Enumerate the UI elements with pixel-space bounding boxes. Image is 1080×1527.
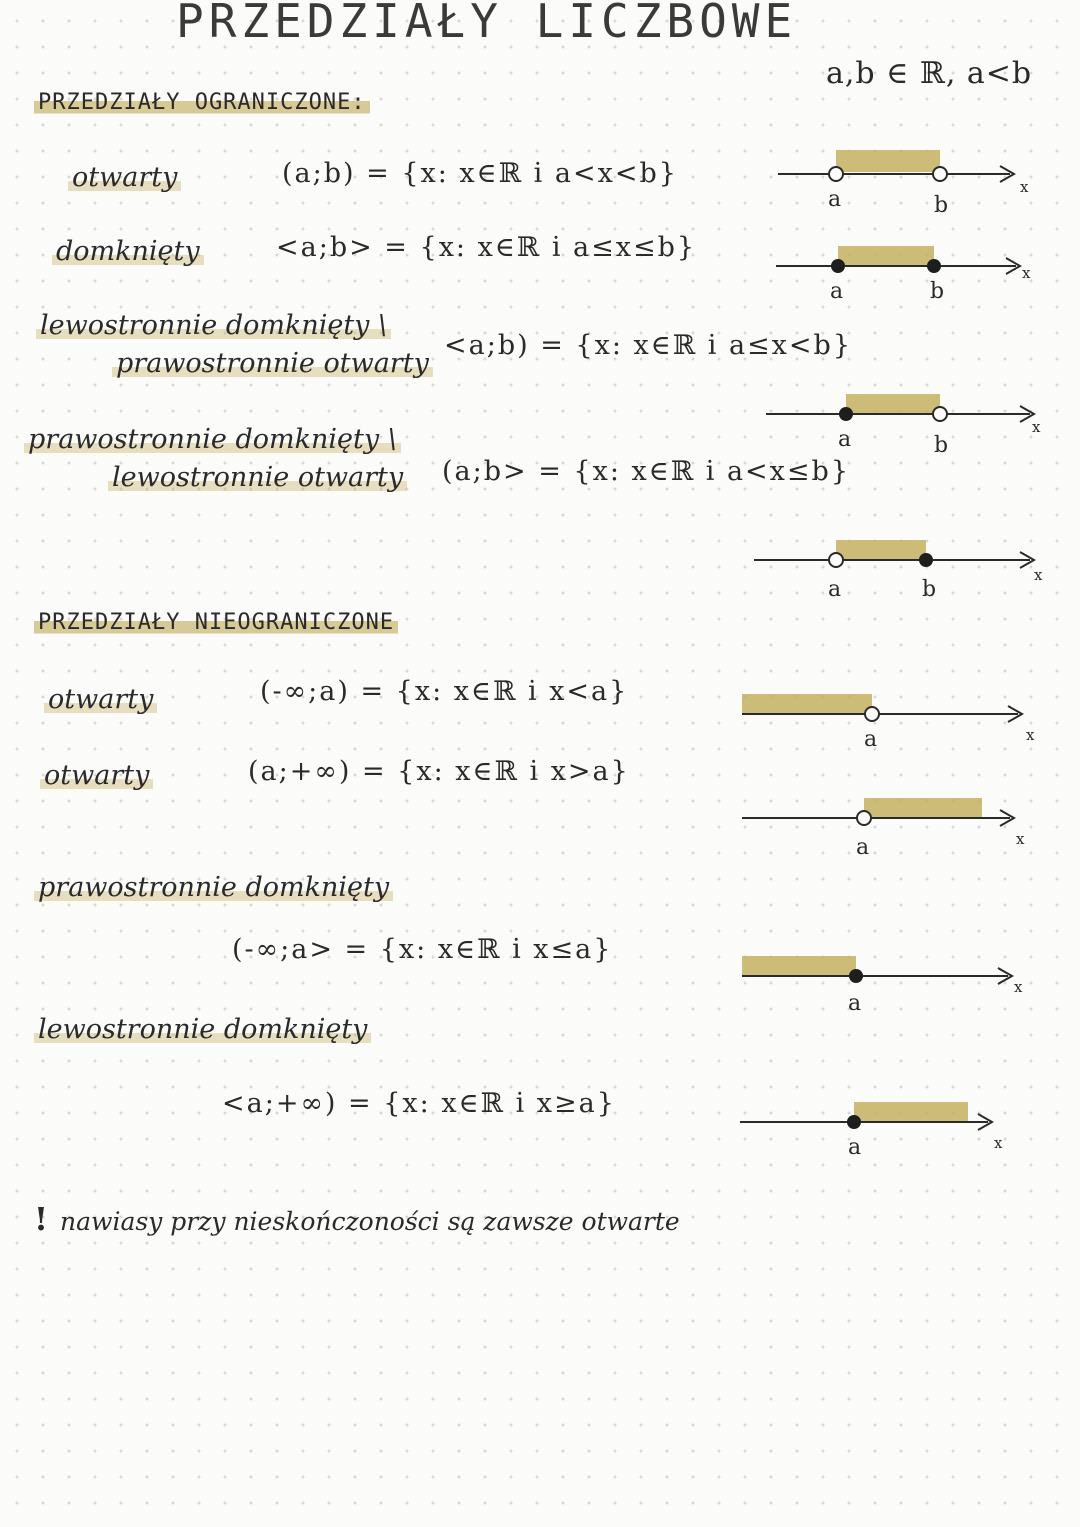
tick-a: a [838, 427, 852, 452]
number-line-closed-bounded [776, 246, 1031, 304]
closed-endpoint-icon [919, 553, 933, 567]
formula-open-bounded: (a;b) = {x: x∈ℝ i a<x<b} [282, 158, 678, 189]
note-text: nawiasy przy nieskończoności są zawsze otwarte [60, 1207, 680, 1236]
page-title: PRZEDZIAŁY LICZBOWE [176, 0, 798, 48]
axis-x-label: x [1022, 264, 1031, 282]
open-endpoint-icon [829, 553, 843, 567]
number-line-open-bounded [778, 150, 1029, 218]
closed-endpoint-icon [847, 1115, 861, 1129]
tick-a: a [848, 1135, 862, 1160]
label-open-left-ray: otwarty [44, 684, 157, 715]
open-endpoint-icon [933, 407, 947, 421]
tick-a: a [830, 279, 844, 304]
formula-right-closed-ray: (-∞;a> = {x: x∈ℝ i x≤a} [232, 934, 613, 965]
label-left-closed-line1: lewostronnie domknięty \ [36, 310, 391, 341]
interval-fill [742, 956, 856, 976]
axis-x-label: x [1016, 830, 1025, 848]
tick-a: a [864, 727, 878, 752]
interval-fill [846, 394, 940, 414]
label-open-right-ray: otwarty [40, 760, 153, 791]
label-right-closed-ray: prawostronnie domknięty [34, 872, 393, 903]
axis-x-label: x [1032, 418, 1041, 436]
tick-b: b [934, 193, 949, 218]
closed-endpoint-icon [831, 259, 845, 273]
number-line-open-right-ray [742, 798, 1025, 860]
number-line-left-closed-ray [740, 1102, 1003, 1160]
closed-endpoint-icon [927, 259, 941, 273]
number-line-right-closed-ray [742, 956, 1023, 1016]
tick-a: a [856, 835, 870, 860]
axis-x-label: x [994, 1134, 1003, 1152]
interval-fill [838, 246, 934, 266]
interval-fill [742, 694, 872, 714]
axis-x-label: x [1020, 178, 1029, 196]
label-closed-bounded: domknięty [52, 236, 204, 267]
tick-a: a [848, 991, 862, 1016]
closed-endpoint-icon [849, 969, 863, 983]
formula-closed-bounded: <a;b> = {x: x∈ℝ i a≤x≤b} [276, 232, 697, 263]
number-line-left-closed [766, 394, 1041, 458]
axis-x-label: x [1034, 566, 1043, 584]
interval-fill [836, 150, 940, 172]
section-heading-unbounded: PRZEDZIAŁY NIEOGRANICZONE [34, 608, 398, 637]
tick-b: b [922, 577, 937, 602]
tick-a: a [828, 577, 842, 602]
axis-x-label: x [1026, 726, 1035, 744]
label-left-closed-line2: prawostronnie otwarty [112, 348, 433, 379]
assumption-text: a,b ∈ ℝ, a<b [826, 56, 1033, 91]
closed-endpoint-icon [839, 407, 853, 421]
tick-b: b [930, 279, 945, 304]
section-heading-bounded: PRZEDZIAŁY OGRANICZONE: [34, 88, 370, 117]
tick-b: b [934, 433, 949, 458]
interval-fill [864, 798, 982, 818]
formula-left-closed-ray: <a;+∞) = {x: x∈ℝ i x≥a} [222, 1088, 616, 1119]
formula-open-left-ray: (-∞;a) = {x: x∈ℝ i x<a} [260, 676, 629, 707]
interval-fill [836, 540, 926, 560]
open-endpoint-icon [933, 167, 947, 181]
exclamation-icon: ! [34, 1200, 49, 1238]
axis-x-label: x [1014, 978, 1023, 996]
open-endpoint-icon [865, 707, 879, 721]
formula-open-right-ray: (a;+∞) = {x: x∈ℝ i x>a} [248, 756, 630, 787]
tick-a: a [828, 187, 842, 212]
label-left-closed-ray: lewostronnie domknięty [34, 1014, 371, 1045]
formula-left-closed: <a;b) = {x: x∈ℝ i a≤x<b} [444, 330, 852, 361]
label-open-bounded: otwarty [68, 162, 181, 193]
formula-right-closed: (a;b> = {x: x∈ℝ i a<x≤b} [442, 456, 850, 487]
interval-fill [854, 1102, 968, 1122]
number-line-right-closed [754, 540, 1043, 602]
label-right-closed-line2: lewostronnie otwarty [108, 462, 407, 493]
label-right-closed-line1: prawostronnie domknięty \ [24, 424, 401, 455]
open-endpoint-icon [857, 811, 871, 825]
open-endpoint-icon [829, 167, 843, 181]
number-line-open-left-ray [742, 694, 1035, 752]
